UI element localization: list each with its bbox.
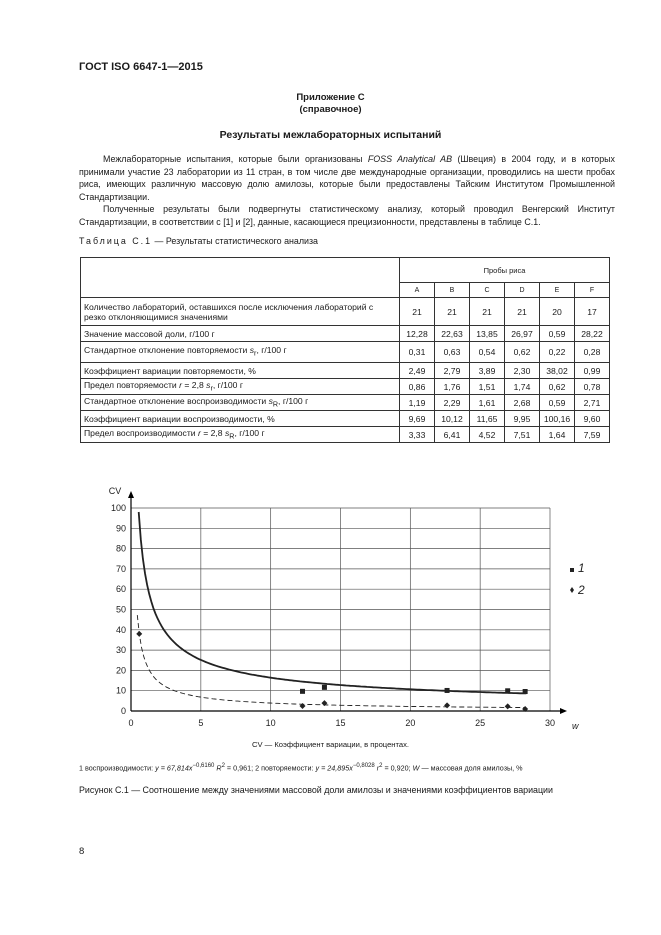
row-label-subscript: R: [272, 400, 279, 409]
table-row: [81, 342, 610, 363]
cell-c: 21: [470, 298, 505, 326]
row-label-mid: = 2,8: [182, 379, 207, 390]
regr-eq-1: y = 67,814x: [155, 763, 193, 773]
data-point-series-2: [505, 703, 511, 709]
regr-w-description: — массовая доля амилозы, %: [419, 763, 523, 773]
section-title: Результаты межлабораторных испытаний: [219, 129, 442, 141]
cell-d: 2,30: [505, 363, 540, 379]
regr-w-symbol: W: [412, 763, 420, 773]
results-table: [80, 257, 610, 443]
cell-b: 2,29: [435, 395, 470, 411]
intro-text: [79, 153, 615, 229]
cell-c: 1,51: [470, 379, 505, 395]
cell-f: 2,71: [575, 395, 610, 411]
row-label-text: Стандартное отклонение повторяемости: [84, 345, 250, 356]
cell-f: 0,78: [575, 379, 610, 395]
cell-b: 0,63: [435, 342, 470, 363]
cell-a: 9,69: [400, 411, 435, 427]
table-caption-prefix: Таблица С.1: [79, 236, 153, 246]
row-label: [81, 379, 400, 395]
table-header-blank: [81, 258, 400, 298]
x-tick-label: 0: [128, 718, 134, 728]
data-point-series-1: [300, 689, 305, 694]
y-tick-label: 20: [115, 665, 126, 676]
column-header-f: F: [575, 283, 610, 298]
legend-label-2: 2: [578, 583, 585, 597]
fit-curve-1: [139, 512, 527, 693]
y-axis-arrow: [128, 491, 134, 498]
cell-b: 2,79: [435, 363, 470, 379]
regr-eq-2: y = 24,895x: [315, 763, 353, 773]
row-label-symbol-2: s: [224, 427, 230, 438]
row-label: [81, 342, 400, 363]
legend-label-1: 1: [578, 561, 585, 575]
table-row: [81, 427, 610, 443]
figure-caption: Рисунок С.1 — Соотношение между значениями массовой доли амилозы и значениями коэффициентов вариации: [79, 785, 553, 795]
x-tick-label: 15: [335, 718, 346, 728]
regression-equations: [79, 763, 523, 772]
row-label: Значение массовой доли, г/100 г: [81, 326, 400, 342]
row-label: [81, 395, 400, 411]
row-label-subscript: r: [210, 384, 213, 393]
samples-header: Пробы риса: [400, 258, 610, 283]
cell-e: 0,59: [540, 326, 575, 342]
cell-b: 21: [435, 298, 470, 326]
cell-a: 12,28: [400, 326, 435, 342]
cell-c: 1,61: [470, 395, 505, 411]
appendix-subtitle: (справочное): [299, 104, 362, 115]
x-tick-label: 10: [265, 718, 276, 728]
regr-exp-1: −0,6160: [192, 763, 215, 769]
row-label-symbol-2: s: [206, 379, 211, 390]
y-tick-label: 90: [115, 523, 126, 534]
paragraph-2: Полученные результаты были подвергнуты статистическому анализу, который проводил Венгерский Институт Стандартизации, в соответствии с [1] и [2], данные, касающиеся прецизионности, представлены в таблице С.1.: [79, 204, 615, 227]
table-caption-text: — Результаты статистического анализа: [152, 236, 318, 246]
y-tick-label: 100: [110, 503, 126, 513]
table-row: [81, 411, 610, 427]
regr-r-sup: 2: [379, 763, 383, 769]
legend-marker-1: [570, 568, 574, 572]
cell-a: 21: [400, 298, 435, 326]
regr-r2-sup: 2: [221, 763, 225, 769]
cell-a: 0,31: [400, 342, 435, 363]
row-label-text: Стандартное отклонение воспроизводимости: [84, 395, 269, 406]
cell-a: 2,49: [400, 363, 435, 379]
paragraph-1-part-b: (Швеция) в 2004 году, и в которых принимали участие 23 лаборатории из 11 стран, в том числе две международные организации, проводились на шести пробах риса, имеющих различную массовую долю амилозы, которые были предоставлены Тайским Институтом Промышленной Стандартизации.: [79, 154, 615, 202]
cell-e: 0,62: [540, 379, 575, 395]
table-row: [81, 379, 610, 395]
y-axis-label: CV: [108, 486, 122, 496]
table-row: [81, 363, 610, 379]
y-tick-label: 0: [120, 706, 126, 716]
cell-e: 38,02: [540, 363, 575, 379]
cell-f: 7,59: [575, 427, 610, 443]
y-tick-label: 70: [115, 563, 126, 574]
fit-curve-2: [137, 615, 525, 707]
cell-d: 1,74: [505, 379, 540, 395]
regr-label-1: 1 воспроизводимости:: [79, 763, 156, 773]
x-axis-label: w: [572, 721, 579, 731]
column-header-d: D: [505, 283, 540, 298]
organization-name: FOSS Analytical AB: [367, 154, 453, 164]
y-tick-label: 50: [115, 604, 126, 615]
regr-exp-2: −0,8028: [352, 763, 375, 769]
cell-d: 2,68: [505, 395, 540, 411]
x-tick-label: 5: [198, 718, 204, 728]
table-row: [81, 298, 610, 326]
cell-d: 21: [505, 298, 540, 326]
row-label-unit: , г/100 г: [256, 345, 287, 356]
cell-f: 9,60: [575, 411, 610, 427]
x-tick-label: 25: [475, 718, 486, 728]
row-label-subscript: R: [229, 432, 235, 441]
cell-c: 11,65: [470, 411, 505, 427]
cell-a: 0,86: [400, 379, 435, 395]
data-point-series-1: [523, 689, 528, 694]
cell-e: 20: [540, 298, 575, 326]
row-label-subscript: r: [254, 349, 257, 358]
column-header-a: A: [400, 283, 435, 298]
column-header-c: C: [470, 283, 505, 298]
row-label-text: Предел воспроизводимости: [84, 427, 198, 438]
cell-b: 10,12: [435, 411, 470, 427]
cell-b: 1,76: [435, 379, 470, 395]
x-tick-label: 30: [544, 718, 556, 728]
row-label-symbol: s: [268, 395, 273, 406]
cell-c: 0,54: [470, 342, 505, 363]
row-label: Коэффициент вариации повторяемости, %: [81, 363, 400, 379]
cell-d: 0,62: [505, 342, 540, 363]
cell-f: 28,22: [575, 326, 610, 342]
cell-c: 13,85: [470, 326, 505, 342]
y-tick-label: 30: [115, 645, 126, 656]
cell-b: 22,63: [435, 326, 470, 342]
x-axis-arrow: [560, 708, 567, 714]
regr-r2-symbol: R: [216, 763, 222, 773]
data-point-series-1: [445, 688, 450, 693]
data-point-series-2: [444, 702, 450, 708]
chart-axis-note: CV — Коэффициент вариации, в процентах.: [251, 740, 410, 749]
cell-a: 1,19: [400, 395, 435, 411]
cell-b: 6,41: [435, 427, 470, 443]
row-label: Количество лабораторий, оставшихся после исключения лабораторий с резко отклоняющимися значениями: [81, 298, 400, 326]
cell-e: 0,59: [540, 395, 575, 411]
paragraph-1-part-a: Межлабораторные испытания, которые были организованы: [103, 154, 368, 164]
row-label-symbol: r: [197, 427, 201, 438]
legend-marker-2: [570, 587, 574, 593]
row-label-symbol: s: [249, 345, 255, 356]
row-label: Коэффициент вариации воспроизводимости, %: [81, 411, 400, 427]
cell-d: 26,97: [505, 326, 540, 342]
table-row: [81, 326, 610, 342]
column-header-e: E: [540, 283, 575, 298]
cell-d: 9,95: [505, 411, 540, 427]
cell-d: 7,51: [505, 427, 540, 443]
document-header: ГОСТ ISO 6647-1—2015: [79, 61, 203, 73]
data-point-series-1: [505, 688, 510, 693]
cell-e: 0,22: [540, 342, 575, 363]
data-point-series-2: [136, 631, 142, 637]
row-label-mid: = 2,8: [200, 427, 225, 438]
paragraph-1: [79, 153, 615, 203]
table-row: [81, 395, 610, 411]
column-header-b: B: [435, 283, 470, 298]
y-tick-label: 60: [115, 584, 126, 595]
row-label-unit: , г/100 г: [234, 427, 265, 438]
y-tick-label: 80: [115, 543, 126, 554]
row-label: [81, 427, 400, 443]
cell-c: 3,89: [470, 363, 505, 379]
cell-f: 17: [575, 298, 610, 326]
cell-f: 0,99: [575, 363, 610, 379]
row-label-unit: , г/100 г: [212, 379, 243, 390]
regr-r-value: = 0,920;: [382, 763, 413, 773]
cell-e: 100,16: [540, 411, 575, 427]
row-label-unit: , г/100 г: [278, 395, 309, 406]
regr-r-symbol: r: [376, 763, 380, 773]
data-point-series-1: [322, 685, 327, 690]
cell-f: 0,28: [575, 342, 610, 363]
cell-a: 3,33: [400, 427, 435, 443]
table-caption: [79, 236, 318, 246]
y-tick-label: 10: [115, 685, 126, 696]
cell-e: 1,64: [540, 427, 575, 443]
x-tick-label: 20: [405, 718, 416, 728]
cell-c: 4,52: [470, 427, 505, 443]
appendix-title: Приложение С: [296, 92, 365, 103]
row-label-text: Предел повторяемости: [84, 379, 180, 390]
y-tick-label: 40: [115, 624, 126, 635]
regr-r2-value: = 0,961; 2 повторяемости:: [224, 763, 316, 773]
page-number: 8: [79, 846, 85, 857]
cv-chart: [72, 478, 592, 734]
row-label-symbol: r: [179, 379, 182, 390]
